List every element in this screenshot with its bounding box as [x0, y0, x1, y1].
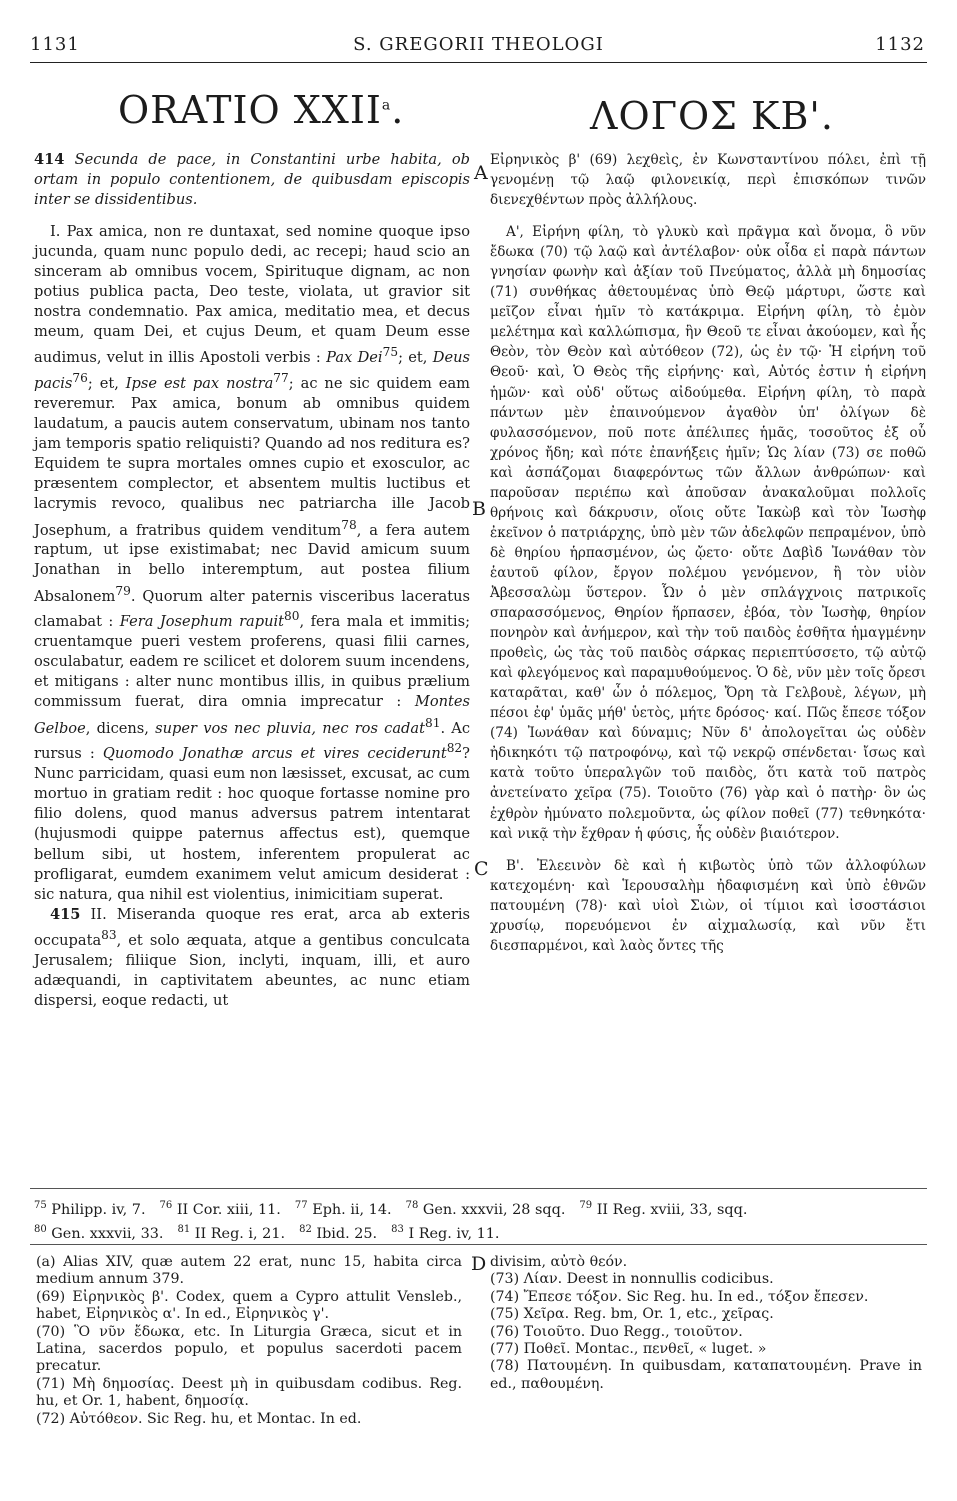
margin-letter-b: B	[472, 498, 486, 520]
note-a: (a) Alias XIV, quæ autem 22 erat, nunc 15, habita circa medium annum 379.	[36, 1254, 462, 1288]
scripture-references	[34, 1196, 926, 1244]
references-line-1	[34, 1196, 926, 1220]
references-line-2	[34, 1220, 926, 1244]
scripture-reference: $^{78}$ Gen. xxxvii, 28 sqq.	[405, 1200, 566, 1218]
note-75: (75) Χεῖρα. Reg. bm, Or. 1, etc., χεῖρας.	[490, 1306, 774, 1323]
margin-letter-c: C	[474, 858, 489, 880]
note-76: (76) Τοιοῦτο. Duo Regg., τοιοῦτον.	[490, 1323, 743, 1340]
notes-rule	[30, 1244, 927, 1245]
notes-left-column	[36, 1254, 462, 1428]
note-71: (71) Μὴ δημοσίας. Deest μὴ in quibusdam codibus. Reg. hu, et Or. 1, habent, δημοσίᾳ.	[36, 1375, 462, 1410]
header-rule	[30, 62, 927, 63]
scripture-reference: $^{81}$ II Reg. i, 21.	[177, 1223, 286, 1242]
note-73: (73) Λίαν. Deest in nonnullis codicibus.	[490, 1271, 774, 1288]
page-number-right: 1132	[875, 34, 925, 55]
note-72-cont: divisim, αὐτὸ θεόν.	[490, 1254, 628, 1270]
note-69: (69) Εἰρηνικὸς β'. Codex, quem a Cypro attulit Vensleb., habet, Εἰρηνικὸς α'. In ed., Εἰρηνικὸς γ'.	[36, 1288, 462, 1323]
latin-title: ORATIO XXII$^a$.	[118, 88, 405, 132]
scripture-reference: $^{79}$ II Reg. xviii, 33, sqq.	[579, 1200, 748, 1218]
latin-section-1: I. Pax amica, non re duntaxat, sed nomine quoque ipso jucunda, quam nunc populo dedi, ac recepi; haud scio an sinceram ab omnibus vocem, Spirituque dignam, ac non potius publica pacta, Deo teste, violata, ut gravior sit nostra condemnatio. Pax amica, meditatio mea, et decus meum, quam Dei, et cujus Deum, et quam Deum esse audimus, velut in illis Apostoli verbis : Pax Dei$^{75}$; et, Deus pacis$^{76}$; et, Ipse est pax nostra$^{77}$; ac ne sic quidem eam reveremur. Pax amica, bonum ab omnibus quidem laudatum, a paucis autem conservatum, ubinam nos tanto jam temporis spatio reliquisti? Quando ad nos reditura es? Equidem te supra mortales omnes cupio et exosculor, ac præsentem complector, et absentem multis luctibus et lacrymis revoco, qualibus nec patriarcha ille Jacob Josephum, a fratribus quidem venditum$^{78}$, a fera autem raptum, ut ipse existimabat; nec David amicum suum Jonathan in bello interemptum, aut postea filium Absalonem$^{79}$. Quorum alter paternis visceribus laceratus clamabat : Fera Josephum rapuit$^{80}$, fera mala et immitis; cruentamque pueri vestem proferens, quasi filii carnes, osculabatur, eadem re scilicet et dolorem suum incendens, et mitigans : alter nunc montibus illis, in quibus prælium commissum fuerat, dira omnia imprecatur : Montes Gelboe, dicens, super vos nec pluvia, nec ros cadat$^{81}$. Ac rursus : Quomodo Jonathæ arcus et vires ceciderunt$^{82}$? Nunc parricidam, quasi eum non læsisset, excusat, ac cum mortuo in gratiam redit : hoc quoque fortasse nomine pro filio dolens, quod manus adversus patrem intentarat (hujusmodi quippe paternus affectus est), quemque bellum sibi, ut hostem, inferentem propulerat ac profligarat, eumdem exanimem velut amicum desiderat : sic natura, qua nihil est violentius, inimicitiam superat.	[34, 223, 471, 903]
scripture-reference: $^{80}$ Gen. xxxvii, 33.	[34, 1223, 164, 1242]
latin-section-2: 415 II. Miseranda quoque res erat, arca ab exteris occupata$^{83}$, et solo æquata, atque a gentibus conculcata Jerusalem; filiique Sion, inclyti, inquam, illi, et auro adæquandi, in captivitatem abeuntes, ac nunc etiam dispersi, eoque redacti, ut	[34, 905, 470, 1009]
title-note-mark: a	[381, 97, 392, 114]
section-number-414: 414	[34, 151, 65, 168]
section-number-415: 415	[50, 905, 81, 923]
scripture-reference: $^{75}$ Philipp. iv, 7.	[34, 1200, 146, 1218]
note-78: (78) Πατουμένη. In quibusdam, καταπατουμένη. Prave in ed., παθουμένη.	[490, 1358, 922, 1392]
running-title: S. GREGORII THEOLOGI	[353, 34, 604, 55]
latin-column	[34, 150, 470, 1011]
note-72: (72) Αὐτόθεον. Sic Reg. hu, et Montac. In ed.	[36, 1410, 362, 1427]
greek-title: ΛΟΓΟΣ ΚΒ'.	[590, 94, 834, 138]
page-number-left: 1131	[30, 34, 80, 55]
scripture-reference: $^{83}$ I Reg. iv, 11.	[391, 1223, 500, 1242]
greek-section-1: Α', Εἰρήνη φίλη, τὸ γλυκὺ καὶ πρᾶγμα καὶ ὄνομα, ὃ νῦν ἔδωκα (70) τῷ λαῷ καὶ ἀντέλαβον· οὐκ οἶδα εἰ παρὰ πάντων γνησίαν φωνὴν καὶ ἀξίαν τοῦ Πνεύματος, ἀλλὰ μὴ δημοσίας (71) συνθήκας ἀθετουμένας ὑπὸ Θεῷ μάρτυρι, ὥστε καὶ μεῖζον εἶναι ἡμῖν τὸ κατάκριμα. Εἰρήνη φίλη, τὸ ἐμὸν μελέτημα καὶ καλλώπισμα, ἣν Θεοῦ τε εἶναι ἀκούομεν, καὶ ἧς Θεὸν, τὸν Θεὸν καὶ αὐτόθεον (72), ὡς ἐν τῷ· Ἡ εἰρήνη τοῦ Θεοῦ· καὶ, Ὁ Θεὸς τῆς εἰρήνης· καὶ, Αὐτός ἐστιν ἡ εἰρήνη ἡμῶν· καὶ οὐδ' οὕτως αἰδούμεθα. Εἰρήνη φίλη, τὸ παρὰ πάντων μὲν ἐπαινούμενον ἀγαθὸν ὑπ' ὀλίγων δὲ φυλασσόμενον, ποῦ ποτε ἀπέλιπες ἡμᾶς, τοσοῦτος ἐξ οὗ χρόνος ἤδη; καὶ πότε ἐπανήξεις ἡμῖν; Ὡς λίαν (73) σε ποθῶ καὶ ἀσπάζομαι διαφερόντως τῶν ἄλλων ἀνθρώπων· καὶ παροῦσαν περιέπω καὶ ἀποῦσαν ἀνακαλοῦμαι πολλοῖς θρήνοις καὶ δάκρυσιν, οἵοις οὔτε Ἰακὼβ καὶ τὸν Ἰωσὴφ ἐκεῖνον ὁ πατριάρχης, ὑπὸ μὲν τῶν ἀδελφῶν πεπραμένον, ὑπὸ δὲ θηρίου ἡρπασμένον, ὡς ᾤετο· οὔτε Δαβὶδ Ἰωνάθαν τὸν ἑαυτοῦ φίλον, ἔργον πολέμου γενόμενον, ἢ τὸν υἱὸν Ἀβεσσαλὼμ ὕστερον. Ὧν ὁ μὲν σπλάγχνοις πατρικοῖς σπαρασσόμενος, Θηρίον ἥρπασεν, ἐβόα, τὸν Ἰωσὴφ, θηρίον πονηρὸν καὶ ἀνήμερον, καὶ τὴν τοῦ παιδὸς ἐσθῆτα ἡμαγμένην προθεὶς, ὡς τὰς τοῦ παιδὸς σάρκας περιεπτύσσετο, τῷ αὐτῷ καὶ φλεγόμενος καὶ παραμυθούμενος. Ὁ δὲ, νῦν μὲν τοῖς ὄρεσι καταρᾶται, καθ' ὧν ὁ πόλεμος, Ὄρη τὰ Γελβουὲ, λέγων, μὴ πέσοι ἐφ' ὑμᾶς μήθ' ὑετὸς, μήτε δρόσος· καί. Πῶς ἔπεσε τόξον (74) Ἰωνάθαν καὶ δύναμις; Νῦν δ' ἀπολογεῖται ὡς οὐδὲν ἠδικηκότι τῷ πατροφόνῳ, καὶ τῷ νεκρῷ σπένδεται· ἴσως καὶ κατὰ τοῦτο ὑπεραλγῶν τοῦ παιδὸς, ὅτι κατὰ τοῦ πατρὸς ἀνετείνατο χεῖρα (75). Τοιοῦτο (76) γὰρ καὶ ὁ πατὴρ· ὃν ὡς ἐχθρὸν ἠμύνατο πολεμοῦντα, ὡς φίλον ποθεῖ (77) τεθνηκότα· καὶ νικᾷ τὴν ἔχθραν ἡ φύσις, ἧς οὐδὲν βιαιότερον.	[490, 224, 926, 842]
margin-letter-d: D	[471, 1253, 487, 1275]
margin-letter-a: A	[474, 162, 488, 184]
greek-argument: Εἰρηνικὸς β' (69) λεχθεὶς, ἐν Κωνσταντίνου πόλει, ἐπὶ τῇ γενομένῃ τῷ λαῷ φιλονεικίᾳ, περὶ ἐπισκόπων τινῶν διενεχθέντων πρὸς ἀλλήλους.	[490, 152, 926, 209]
notes-right-column	[490, 1254, 922, 1393]
scripture-reference: $^{82}$ Ibid. 25.	[299, 1223, 378, 1242]
footnote-rule	[30, 1188, 927, 1189]
greek-section-2: Β'. Ἐλεεινὸν δὲ καὶ ἡ κιβωτὸς ὑπὸ τῶν ἀλλοφύλων κατεχομένη· καὶ Ἱερουσαλὴμ ἠδαφισμένη καὶ ὑπὸ ἐθνῶν πατουμένη (78)· καὶ υἱοὶ Σιὼν, οἱ τίμιοι καὶ ἰσοστάσιοι χρυσίῳ, πορευόμενοι ἐν αἰχμαλωσίᾳ, καὶ νῦν ἔτι διεσπαρμένοι, καὶ λαὸς ὄντες τῆς	[490, 857, 926, 954]
latin-argument: 414 Secunda de pace, in Constantini urbe habita, ob ortam in populo contentionem, de quibusdam episcopis inter se dissidentibus.	[34, 151, 471, 209]
scripture-reference: $^{76}$ II Cor. xiii, 11.	[159, 1200, 281, 1218]
note-70: (70) Ὃ νῦν ἔδωκα, etc. In Liturgia Græca, sicut et in Latina, sacerdos populo, et populus sacerdoti pacem precatur.	[36, 1323, 462, 1375]
greek-column	[490, 150, 926, 956]
scripture-reference: $^{77}$ Eph. ii, 14.	[294, 1200, 392, 1218]
note-74: (74) Ἔπεσε τόξον. Sic Reg. hu. In ed., τόξον ἔπεσεν.	[490, 1288, 869, 1305]
note-77: (77) Ποθεῖ. Montac., πενθεῖ, « luget. »	[490, 1341, 767, 1358]
